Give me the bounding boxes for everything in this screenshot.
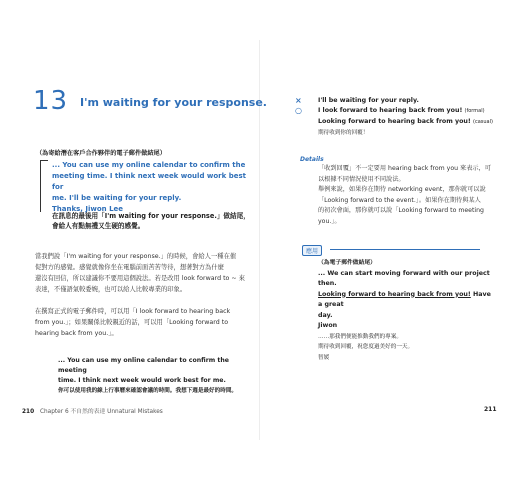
paragraph-line: 在撰寫正式的電子郵件時，可以用「I look forward to hearing back xyxy=(35,308,231,315)
email-signature: Thanks, Jiwon Lee xyxy=(52,205,124,213)
usage-line: day. xyxy=(318,311,333,319)
details-line: 的初次會面，那你就可以說「Looking forward to meeting xyxy=(318,207,484,214)
usage-caption: （為電子郵件做結尾） xyxy=(318,260,376,266)
note-line: 在訊息的最後用「I'm waiting for your response.」做結尾， xyxy=(52,212,250,220)
usage-line-rest: Have a great xyxy=(318,290,491,308)
paragraph-line: 促對方的感覺。感覺就像你坐在電腦前面苦苦等待，想著對方為什麼 xyxy=(35,264,224,271)
correct-sentence-text: I look forward to hearing back from you! xyxy=(318,107,463,114)
usage-translation: 期待收到回覆，祝您度過美好的一天。 xyxy=(318,344,414,350)
details-line: you.」。 xyxy=(318,217,341,225)
email-bracket-top xyxy=(40,160,48,161)
error-note xyxy=(52,211,252,231)
usage-signature: Jiwon xyxy=(318,322,338,329)
example-translation: 你可以使用我的線上行事曆來確認會議的時間。我想下週是最好的時間。 xyxy=(58,388,238,394)
details-line: 「收到回覆」不一定要用 hearing back from you 來表示，可 xyxy=(318,165,491,172)
usage-translation: ……那我們便能推動我們的專案。 xyxy=(318,333,402,340)
register-tag: (casual) xyxy=(473,119,493,125)
email-line: ... You can use my online calendar to confirm the xyxy=(52,161,246,169)
usage-label: 應用 xyxy=(302,245,322,256)
details-label: Details xyxy=(300,156,324,163)
right-page-number: 211 xyxy=(484,406,497,413)
paragraph-line: from you.」；如果關係比較親近的話，可以用「Looking forward to xyxy=(35,319,229,326)
left-footer xyxy=(22,406,163,415)
paragraph-line: hearing back from you.」。 xyxy=(35,330,118,337)
example-block xyxy=(58,356,253,396)
paragraph-line: 當我們說「I'm waiting for your response.」的時候，會給人一種在催 xyxy=(35,253,237,260)
details-line: 舉例來說，如果你在期待 networking event，那你就可以說 xyxy=(318,186,486,193)
unit-number: 13 xyxy=(33,86,69,116)
correct-translation: 期待收到你的回覆！ xyxy=(318,130,369,136)
email-line: meeting time. I think next week would work best for xyxy=(52,172,246,191)
wrong-mark-icon: × xyxy=(295,96,302,105)
email-caption: （為寄給潛在客戶合作夥伴的電子郵件做結尾） xyxy=(36,150,166,157)
details-body xyxy=(318,164,498,227)
register-tag: (formal) xyxy=(464,108,485,114)
paragraph-line: 表達，不僅語氣較委婉，也可以給人比較專業的印象。 xyxy=(35,286,187,293)
chapter-label: Chapter 6 不自然的表達 xyxy=(39,409,106,415)
left-page-number: 210 xyxy=(22,409,35,415)
example-line: ... You can use my online calendar to confirm the meeting xyxy=(58,357,229,374)
usage-line: ... We can start moving forward with our project then. xyxy=(318,269,490,287)
explanation-paragraph-1 xyxy=(35,251,250,295)
example-line: time. I think next week would work best for me. xyxy=(58,377,226,384)
correct-sentence-casual xyxy=(318,117,503,128)
unit-title: I'm waiting for your response. xyxy=(80,96,267,109)
correct-sentence-formal xyxy=(318,106,503,117)
email-line: me. I'll be waiting for your reply. xyxy=(52,194,182,202)
note-line: 會給人有點無禮又生硬的感覺。 xyxy=(52,222,145,230)
usage-divider xyxy=(330,249,480,250)
usage-translation: 智媛 xyxy=(318,354,330,361)
explanation-paragraph-2 xyxy=(35,306,250,339)
chapter-label-en: Unnatural Mistakes xyxy=(107,409,163,415)
correct-sentence-text: Looking forward to hearing back from you! xyxy=(318,118,471,125)
wrong-sentence: I'll be waiting for your reply. xyxy=(318,97,419,104)
usage-example xyxy=(318,258,493,363)
usage-line xyxy=(318,290,493,311)
email-bracket xyxy=(40,160,41,212)
right-mark-icon: ○ xyxy=(295,106,302,115)
details-line: 以根據不同情況使用不同說法。 xyxy=(318,175,405,183)
details-line: 「Looking forward to the event.」。如果你在期待與某人 xyxy=(318,196,481,204)
email-example xyxy=(52,160,252,215)
usage-highlight: Looking forward to hearing back from you! xyxy=(318,290,471,298)
paragraph-line: 還沒有回信，所以建議你不要用這個說法。若是改用 look forward to ~ 來 xyxy=(35,275,245,282)
